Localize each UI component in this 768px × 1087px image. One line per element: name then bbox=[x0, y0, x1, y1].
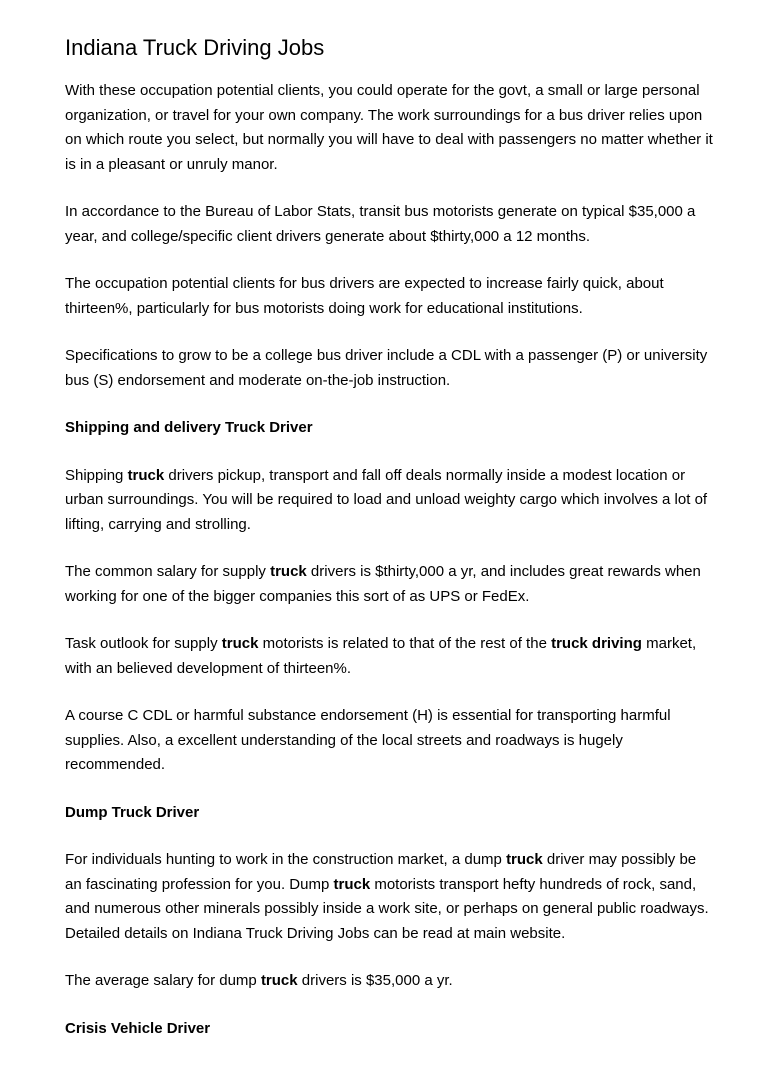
section-heading bbox=[65, 1017, 728, 1042]
paragraph bbox=[65, 344, 715, 393]
text-run: With these occupation potential clients, you could operate for the govt, a small or large personal organization, or travel for your own company. The work surroundings for a bus driver relies upon on which route you select, but normally you will have to deal with passengers no matter whether it is in a pleasant or unruly manor. bbox=[65, 82, 713, 173]
paragraph bbox=[65, 560, 715, 609]
text-run: motorists transport hefty hundreds of rock, sand, and numerous other minerals possibly inside a work site, or perhaps on general public roadways. Detailed details on Indiana Truck Driving Jobs can be read at main website. bbox=[65, 875, 709, 942]
text-run: Shipping and delivery Truck Driver bbox=[65, 419, 313, 436]
text-run: drivers is $35,000 a yr. bbox=[297, 972, 453, 989]
bold-keyword: truck bbox=[270, 563, 307, 580]
page-title: Indiana Truck Driving Jobs bbox=[65, 35, 325, 60]
paragraph bbox=[65, 704, 715, 778]
text-run: Crisis Vehicle Driver bbox=[65, 1019, 211, 1037]
text-run: The average salary for dump bbox=[65, 972, 261, 989]
text-run: driver may possibly be an fascinating profession for you. Dump bbox=[65, 851, 697, 893]
text-run: The occupation potential clients for bus drivers are expected to increase fairly quick, about thirteen%, particularly for bus motorists doing work for educational institutions. bbox=[65, 275, 664, 317]
bold-keyword: truck bbox=[333, 875, 371, 893]
paragraph bbox=[65, 848, 715, 946]
paragraph bbox=[65, 272, 715, 321]
document-body bbox=[65, 79, 728, 1041]
paragraph bbox=[65, 200, 715, 249]
bold-keyword: truck driving bbox=[551, 635, 642, 652]
paragraph bbox=[65, 632, 715, 681]
bold-keyword: truck bbox=[127, 466, 165, 484]
text-run: drivers is $thirty,000 a yr, and includes great rewards when working for one of the bigger companies this sort of as UPS or FedEx. bbox=[65, 563, 701, 605]
paragraph bbox=[65, 464, 715, 538]
text-run: Dump Truck Driver bbox=[65, 803, 200, 821]
text-run: The common salary for supply bbox=[65, 563, 271, 580]
paragraph bbox=[65, 79, 715, 177]
text-run: Specifications to grow to be a college bus driver include a CDL with a passenger (P) or university bus (S) endorsement and moderate on-the-job instruction. bbox=[65, 347, 708, 389]
section-heading bbox=[65, 416, 728, 441]
paragraph bbox=[65, 969, 715, 994]
text-run: motorists is related to that of the rest of the bbox=[258, 635, 552, 652]
text-run: For individuals hunting to work in the construction market, a dump bbox=[65, 851, 507, 868]
text-run: Shipping bbox=[65, 466, 128, 484]
bold-keyword: truck bbox=[260, 972, 298, 989]
section-heading bbox=[65, 801, 728, 826]
text-run: Task outlook for supply bbox=[65, 635, 222, 652]
bold-keyword: truck bbox=[506, 851, 543, 868]
text-run: drivers pickup, transport and fall off deals normally inside a modest location or urban surroundings. You will be required to load and unload weighty cargo which involves a lot of lifting, carrying and strolling. bbox=[65, 466, 708, 533]
text-run: A course C CDL or harmful substance endorsement (H) is essential for transporting harmful supplies. Also, a excellent understanding of the local streets and roadways is hugely recommended. bbox=[65, 707, 671, 773]
text-run: In accordance to the Bureau of Labor Stats, transit bus motorists generate on typical $35,000 a year, and college/specific client drivers generate about $thirty,000 a 12 months. bbox=[65, 203, 696, 245]
text-run: market, with an believed development of thirteen%. bbox=[65, 635, 697, 677]
bold-keyword: truck bbox=[221, 635, 259, 652]
